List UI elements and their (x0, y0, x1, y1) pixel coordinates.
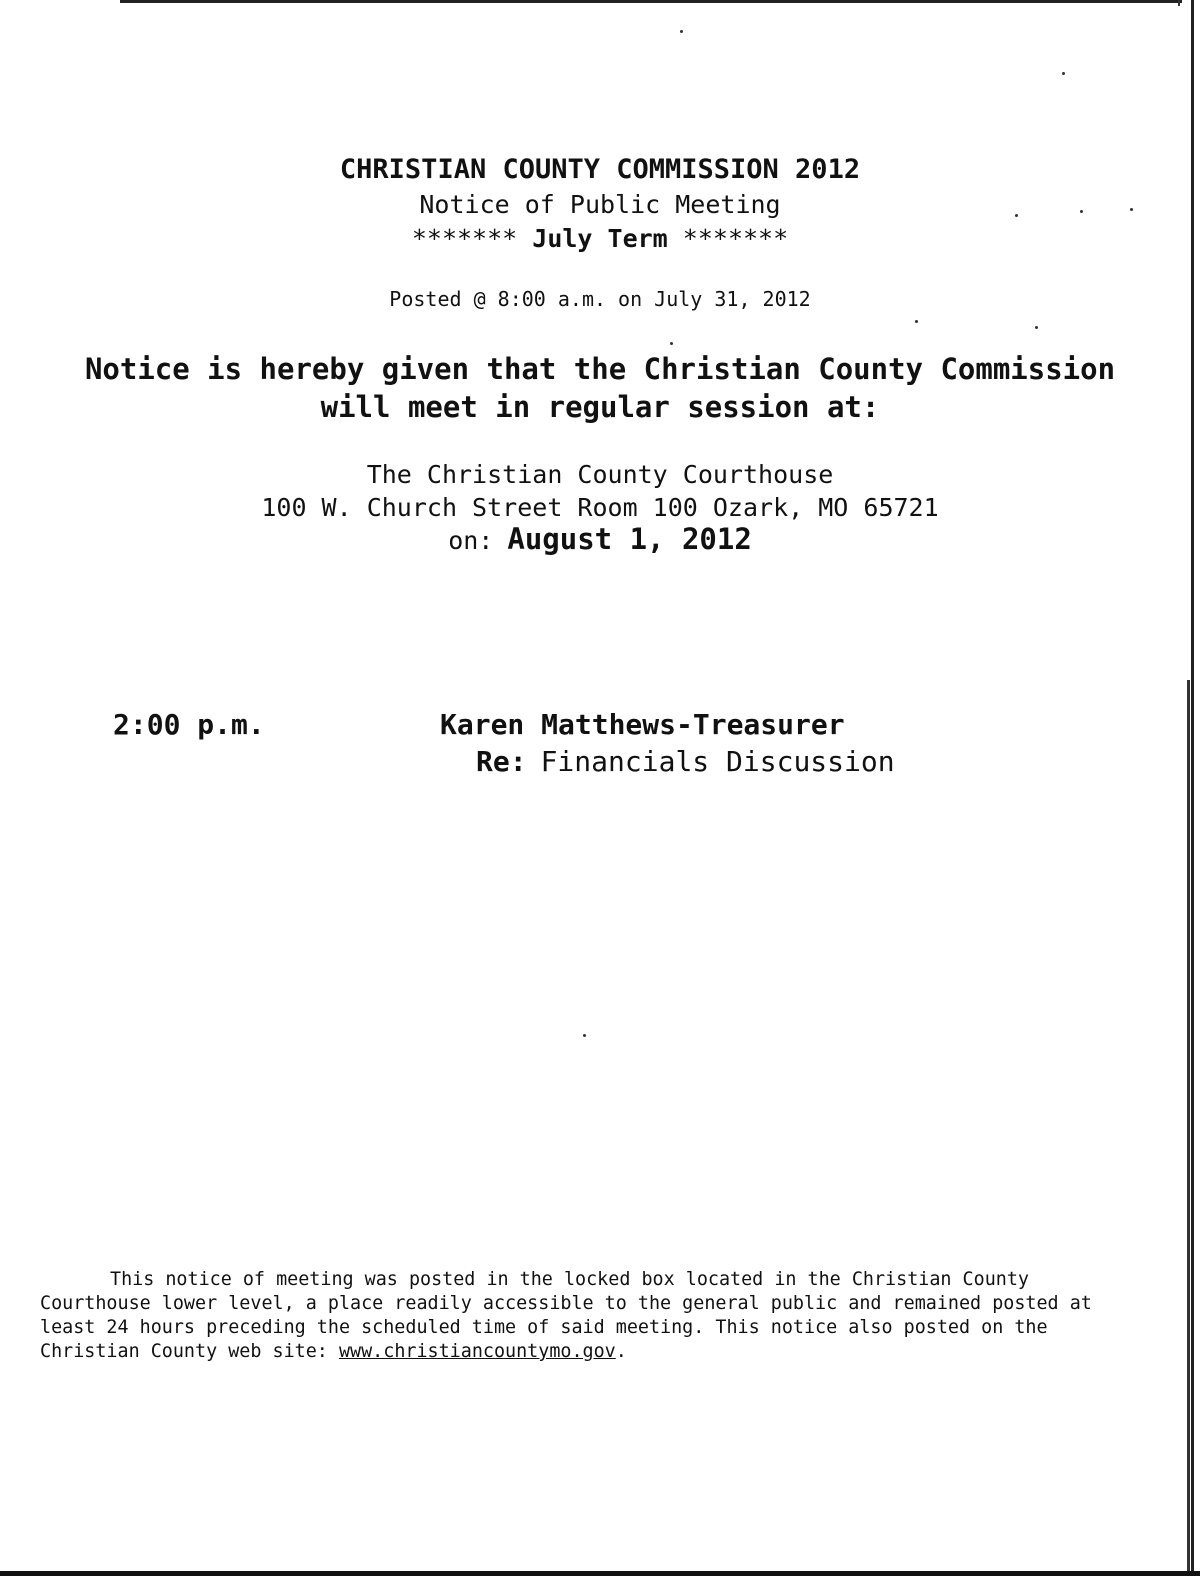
scan-speck (1035, 326, 1038, 329)
scan-speck (670, 342, 673, 345)
scan-edge-bottom (0, 1571, 1200, 1576)
scan-corner-mark (1178, 0, 1190, 6)
agenda-item-presenter: Karen Matthews-Treasurer (440, 708, 845, 741)
meeting-date: August 1, 2012 (507, 522, 752, 556)
agenda-item-topic-line (476, 745, 895, 778)
posting-statement (40, 1268, 1140, 1364)
term-stars-left: ******* (411, 224, 518, 253)
scan-edge-top (120, 0, 1182, 3)
posted-line: Posted @ 8:00 a.m. on July 31, 2012 (389, 287, 811, 311)
notice-subtitle: Notice of Public Meeting (419, 190, 781, 219)
notice-line-1: Notice is hereby given that the Christian County Commission (84, 352, 1116, 386)
posting-statement-text: This notice of meeting was posted in the locked box located in the Christian County Courthouse lower level, a place readily accessible to the general public and remained posted at least 24 hours preceding the scheduled time of said meeting. This notice also posted on the Christian County web site: (40, 1269, 1092, 1362)
term-label: July Term (532, 224, 668, 253)
scan-speck (915, 320, 918, 323)
venue-address: 100 W. Church Street Room 100 Ozark, MO 65721 (261, 493, 939, 522)
term-stars-right: ******* (682, 224, 789, 253)
scan-speck (1062, 72, 1065, 75)
scan-edge-right-lower (1187, 680, 1190, 1576)
on-label: on: (448, 526, 494, 555)
notice-statement (0, 350, 1200, 426)
meeting-date-line (0, 522, 1200, 556)
agenda-item-topic: Financials Discussion (540, 745, 895, 778)
venue-name: The Christian County Courthouse (366, 460, 834, 489)
commission-title: CHRISTIAN COUNTY COMMISSION 2012 (339, 154, 861, 185)
term-line (0, 224, 1200, 253)
website-link[interactable]: www.christiancountymo.gov (338, 1341, 616, 1362)
venue-block (0, 458, 1200, 524)
posting-statement-end: . (615, 1341, 627, 1362)
notice-line-2: will meet in regular session at: (320, 390, 880, 424)
agenda-item-time: 2:00 p.m. (113, 708, 265, 741)
agenda-item-re-label: Re: (476, 745, 527, 778)
scan-speck (680, 30, 683, 33)
scan-speck (583, 1034, 586, 1037)
